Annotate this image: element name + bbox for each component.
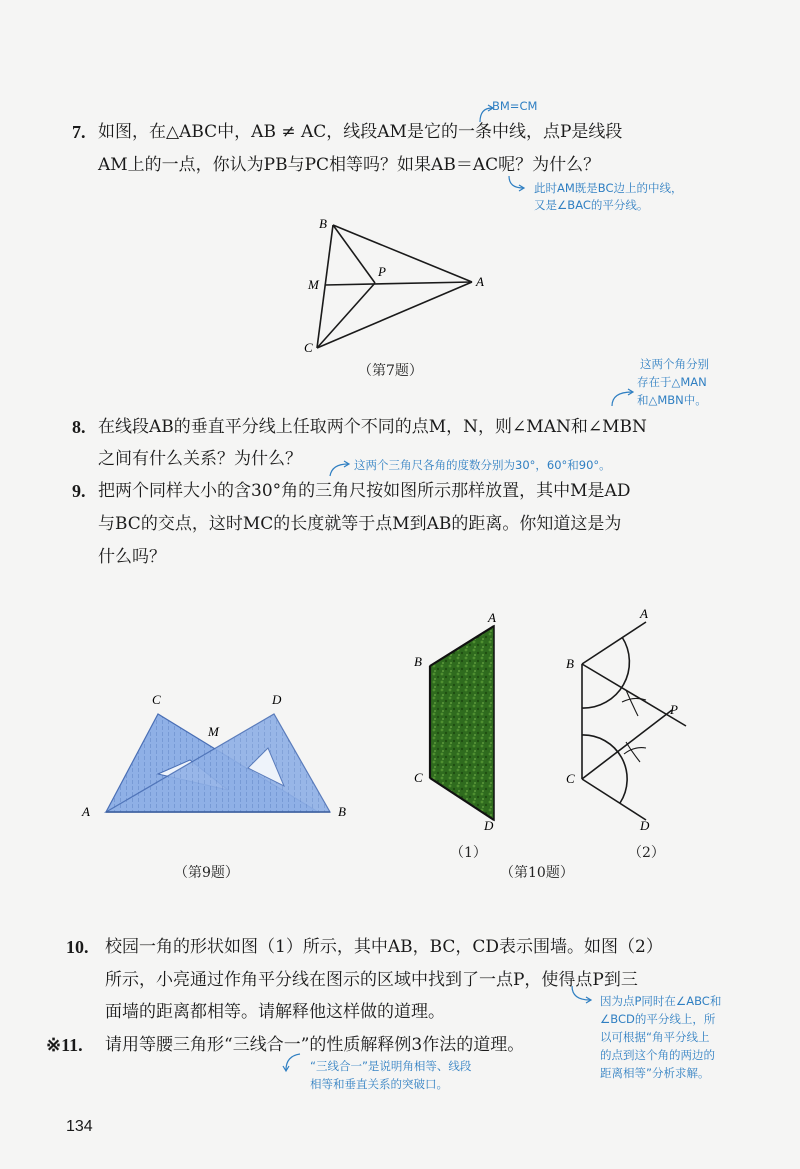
q11-note-arrow [280, 1052, 306, 1078]
q10-fig1-label-d: D [484, 818, 494, 833]
q8-line1: 在线段AB的垂直平分线上任取两个不同的点M，N，则∠MAN和∠MBN [98, 417, 647, 437]
q9-note: 这两个三角尺各角的度数分别为30°，60°和90°。 [354, 458, 611, 472]
q9-line1: 把两个同样大小的含30°角的三角尺按如图所示那样放置，其中M是AD [98, 481, 631, 501]
q10-fig2-label-d: D [640, 818, 650, 833]
q10-sub-caption-2: （2） [628, 845, 665, 861]
q9-number: 9. [72, 481, 86, 501]
q9-fig-label-m: M [208, 724, 219, 739]
q8-note-line1: 这两个角分别 [640, 357, 709, 371]
q8-number: 8. [72, 417, 86, 437]
q10-note-line1: 因为点P同时在∠ABC和 [600, 994, 722, 1008]
q9-figure [78, 690, 368, 830]
q8-note-arrow [608, 384, 638, 408]
q11-line1: 请用等腰三角形“三线合一”的性质解释例3作法的道理。 [105, 1035, 525, 1055]
q9-fig-label-c: C [152, 692, 161, 707]
q10-fig2-label-c: C [566, 771, 575, 786]
q10-figure-1 [408, 608, 508, 838]
q10-note-line5: 距离相等”分析求解。 [600, 1066, 710, 1080]
q7-note-right-arrow [505, 174, 531, 194]
q7-note-right-line2: 又是∠BAC的平分线。 [534, 198, 649, 212]
q7-line2: AM上的一点，你认为PB与PC相等吗？如果AB＝AC呢？为什么？ [98, 155, 601, 175]
q9-caption: （第9题） [174, 865, 239, 881]
q7-fig-label-a: A [476, 274, 484, 289]
q9-line2: 与BC的交点，这时MC的长度就等于点M到AB的距离。你知道这是为 [98, 514, 622, 534]
page-number: 134 [66, 1118, 93, 1135]
q10-fig1-label-b: B [414, 654, 422, 669]
q10-caption: （第10题） [500, 865, 574, 881]
q10-line2: 所示，小亮通过作角平分线在图示的区域中找到了一点P，使得点P到三 [105, 970, 638, 990]
q7-fig-label-b: B [319, 216, 327, 231]
q9-line3: 什么吗？ [98, 547, 166, 567]
q11-number: ※11. [46, 1035, 83, 1055]
q7-fig-label-c: C [304, 340, 313, 355]
q9-fig-label-d: D [272, 692, 282, 707]
q10-line1: 校园一角的形状如图（1）所示，其中AB，BC，CD表示围墙。如图（2） [105, 937, 663, 957]
q7-number: 7. [72, 122, 86, 142]
q8-note-line2: 存在于△MAN [637, 375, 707, 389]
q7-fig-label-p: P [378, 264, 386, 279]
q7-note-bm-cm: BM=CM [492, 99, 538, 113]
q7-note-right-line1: 此时AM既是BC边上的中线， [534, 181, 683, 195]
q10-number: 10. [66, 937, 89, 957]
q10-figure-2 [560, 604, 700, 840]
q10-note-line4: 的点到这个角的两边的 [600, 1048, 715, 1062]
q7-fig-label-m: M [308, 277, 319, 292]
q11-note-line2: 相等和垂直关系的突破口。 [310, 1077, 448, 1091]
q10-sub-caption-1: （1） [450, 845, 487, 861]
q10-fig1-label-a: A [488, 610, 496, 625]
q7-figure [300, 210, 500, 360]
q10-fig1-label-c: C [414, 770, 423, 785]
q10-note-line2: ∠BCD的平分线上，所 [600, 1012, 716, 1026]
q7-caption: （第7题） [358, 363, 423, 379]
q8-line2: 之间有什么关系？为什么？ [98, 449, 302, 469]
q9-fig-label-b: B [338, 804, 346, 819]
q9-fig-label-a: A [82, 804, 90, 819]
q8-note-line3: 和△MBN中。 [637, 393, 707, 407]
q10-line3: 面墙的距离都相等。请解释他这样做的道理。 [105, 1002, 445, 1022]
q11-note-line1: “三线合一”是说明角相等、线段 [310, 1059, 472, 1073]
q10-fig2-label-p: P [670, 702, 678, 717]
q10-fig2-label-a: A [640, 606, 648, 621]
q10-note-arrow [568, 982, 598, 1008]
q10-note-line3: 以可根据“角平分线上 [600, 1030, 710, 1044]
q10-fig2-label-b: B [566, 656, 574, 671]
q7-line1: 如图，在△ABC中，AB ≠ AC，线段AM是它的一条中线，点P是线段 [98, 122, 623, 142]
